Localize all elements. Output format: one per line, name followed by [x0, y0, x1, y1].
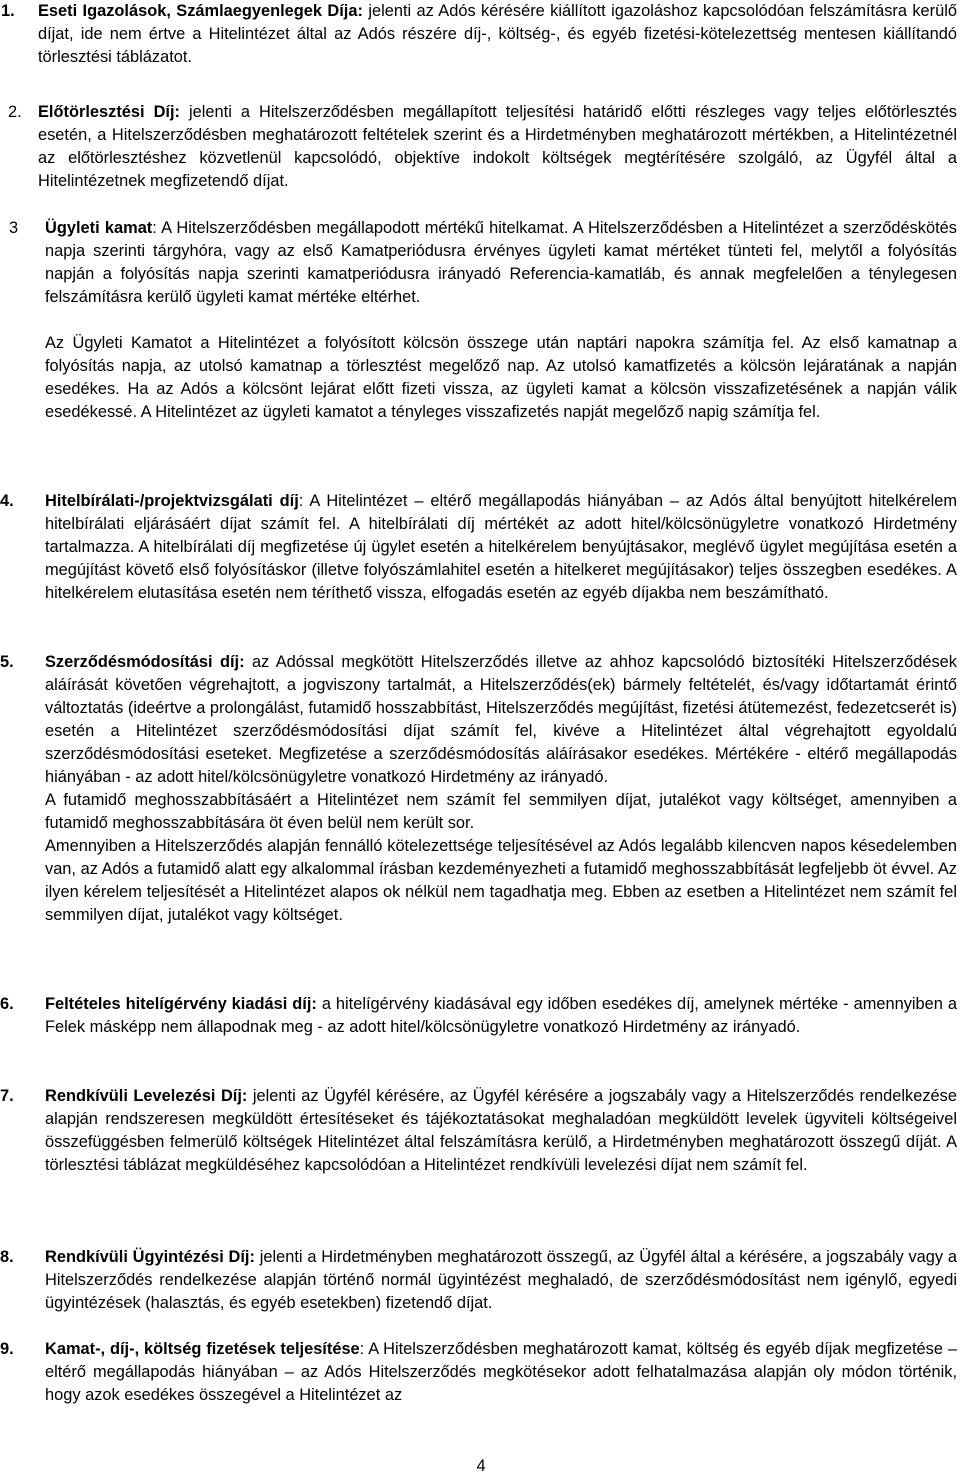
item-title: Szerződésmódosítási díj: — [45, 653, 245, 671]
item-paragraph: jelenti a Hitelszerződésben megállapított teljesítési határidő előtti részleges vagy teljes előtörlesztés esetén, a Hitelszerződésben meghatározott feltételek szerint és a Hirdetményben meghatározott mértékben, a Hitelintézetnél az előtörlesztéshez közvetlenül kapcsolódó, objektíve indokolt költségek megtérítésére szolgáló, az Ügyfél által a Hitelintézetnek megfizetendő díjat. — [38, 103, 958, 190]
item-number: 1. — [1, 2, 15, 20]
item-number: 7. — [0, 1087, 14, 1105]
item-title: Rendkívüli Levelezési Díj: — [45, 1087, 248, 1105]
item-text — [38, 0, 957, 69]
item-number: 9. — [0, 1340, 14, 1358]
item-text — [45, 1246, 957, 1315]
item-number: 3 — [9, 219, 19, 237]
item-number: 4. — [0, 492, 14, 510]
page-footer — [0, 1455, 960, 1478]
item-paragraph: a hitelígérvény kiadásával egy időben esedékes díj, amelynek mértéke - amennyiben a Felek másképp nem állapodnak meg - az adott hitel/kölcsönügyletre vonatkozó Hirdetmény az irányadó. — [45, 995, 957, 1036]
item-paragraph: Az Ügyleti Kamatot a Hitelintézet a folyósított kölcsön összege után naptári napokra számítja fel. Az első kamatnap a folyósítás napja, az utolsó kamatnap a törlesztést megelőző nap. Az utolsó kamatfizetés a kölcsön lejáratának a napján esedékes. Ha az Adós a kölcsönt lejárat előtt fizeti vissza, az ügyleti kamat a kölcsön visszafizetésének a napján válik esedékessé. A Hitelintézet az ügyleti kamatot a tényleges visszafizetés napját megelőző napig számítja fel. — [45, 334, 957, 421]
item-number: 2. — [8, 103, 22, 121]
page-number: 4 — [476, 1457, 486, 1475]
item-paragraph: jelenti az Adós kérésére kiállított igazoláshoz kapcsolódóan felszámításra kerülő díjat, ide nem értve a Hitelintézet által az Adós részére díj-, költség-, és egyéb fizetési-kötelezettség mentesen kiállítandó törlesztési táblázatot. — [38, 2, 958, 66]
item-paragraph: : A Hitelszerződésben megállapodott mértékű hitelkamat. A Hitelszerződésben a Hitelintézet a szerződéskötés napja szerinti tárgyhóra, vagy az első Kamatperiódusra érvényes ügyleti kamat mértéket tünteti fel, melytől a folyósítás napján a folyósítás napja szerinti kamatperiódusra irányadó Referencia-kamatláb, és annak megfelelően a ténylegesen felszámításra kerülő ügyleti kamat mértéke eltérhet. — [45, 219, 957, 306]
item-title: Eseti Igazolások, Számlaegyenlegek Díja: — [38, 2, 363, 20]
item-number: 6. — [0, 995, 14, 1013]
item-text — [45, 993, 957, 1039]
item-paragraph: Amennyiben a Hitelszerződés alapján fennálló kötelezettsége teljesítésével az Adós legalább kilencven napos késedelemben van, az Adós a futamidő alatt egy alkalommal írásban kezdeményezheti a futamidő meghosszabbítását legfeljebb öt évvel. Az ilyen kérelem teljesítését a Hitelintézet alapos ok nélkül nem tagadhatja meg. Ebben az esetben a Hitelintézet nem számít fel semmilyen díjat, jutalékot vagy költséget. — [45, 837, 957, 924]
item-text — [45, 490, 957, 605]
item-paragraph: : A Hitelszerződésben meghatározott kamat, költség és egyéb díjak megfizetése – eltérő megállapodás hiányában – az Adós Hitelszerződés megkötésekor adott felhatalmazása alapján oly módon történik, hogy azok esedékes összegével a Hitelintézet az — [45, 1340, 957, 1404]
item-text — [45, 217, 957, 424]
item-number: 8. — [0, 1248, 14, 1266]
item-title: Rendkívüli Ügyintézési Díj: — [45, 1248, 255, 1266]
item-title: Kamat-, díj-, költség fizetések teljesítése — [45, 1340, 360, 1358]
item-paragraph: az Adóssal megkötött Hitelszerződés illetve az ahhoz kapcsolódó biztosítéki Hitelszerződések aláírását követően végrehajtott, a jogviszony tartalmát, a Hitelszerződés(ek) bármely feltételét, és/vagy időtartamát érintő változtatás (ideértve a prolongálást, futamidő hosszabbítást, Hitelszerződés megújítást, fizetési átütemezést, fedezetcserét is) esetén a Hitelintézet szerződésmódosítási díjat számít fel, kivéve a Hitelintézet által végrehajtott egyoldalú szerződésmódosítási eseteket. Megfizetése a szerződésmódosítás aláírásakor esedékes. Mértékére - eltérő megállapodás hiányában - az adott hitel/kölcsönügyletre vonatkozó Hirdetmény az irányadó. — [45, 653, 957, 786]
item-text — [45, 651, 957, 927]
item-title: Feltételes hitelígérvény kiadási díj: — [45, 995, 317, 1013]
item-paragraph: A futamidő meghosszabbításáért a Hitelintézet nem számít fel semmilyen díjat, jutalékot vagy költséget, amennyiben a futamidő meghosszabbítására öt éven belül nem került sor. — [45, 791, 957, 832]
item-title: Előtörlesztési Díj: — [38, 103, 180, 121]
item-number: 5. — [0, 653, 14, 671]
item-text — [45, 1085, 957, 1177]
item-title: Hitelbírálati-/projektvizsgálati díj — [45, 492, 299, 510]
item-text — [45, 1338, 957, 1407]
item-text — [38, 101, 957, 193]
item-paragraph: jelenti a Hirdetményben meghatározott összegű, az Ügyfél által a kérésére, a jogszabály vagy a Hitelszerződés rendelkezése alapján történő normál ügyintézést meghaladó, de szerződésmódosítást nem igénylő, egyedi ügyintézések (halasztás, és egyéb esetekben) fizetendő díjat. — [45, 1248, 958, 1312]
item-paragraph: : A Hitelintézet – eltérő megállapodás hiányában – az Adós által benyújtott hitelkérelem hitelbírálati eljárásáért díjat számít fel. A hitelbírálati díj mértékét az adott hitel/kölcsönügyletre vonatkozó Hirdetmény tartalmazza. A hitelbírálati díj megfizetése új ügylet esetén a hitelkérelem benyújtásakor, meglévő ügylet megújítása esetén a megújítást követő első folyósításkor (illetve folyószámlahitel esetén a hitelkeret megújításakor) teljes összegben esedékes. A hitelkérelem elutasítása esetén nem téríthető vissza, elfogadás esetén az egyéb díjakba nem beszámítható. — [45, 492, 957, 602]
item-title: Ügyleti kamat — [45, 219, 153, 237]
item-paragraph: jelenti az Ügyfél kérésére, az Ügyfél kérésére a jogszabály vagy a Hitelszerződés rendelkezése alapján rendszeresen megküldött értesítéseket és tájékoztatásokat meghaladóan megküldött levelek ügyviteli költségeivel összefüggésben felmerülő költségek Hitelintézet által felszámításra kerülő, a Hirdetményben meghatározott összegű díját. A törlesztési táblázat megküldéséhez kapcsolódóan a Hitelintézet rendkívüli levelezési díjat nem számít fel. — [45, 1087, 957, 1174]
